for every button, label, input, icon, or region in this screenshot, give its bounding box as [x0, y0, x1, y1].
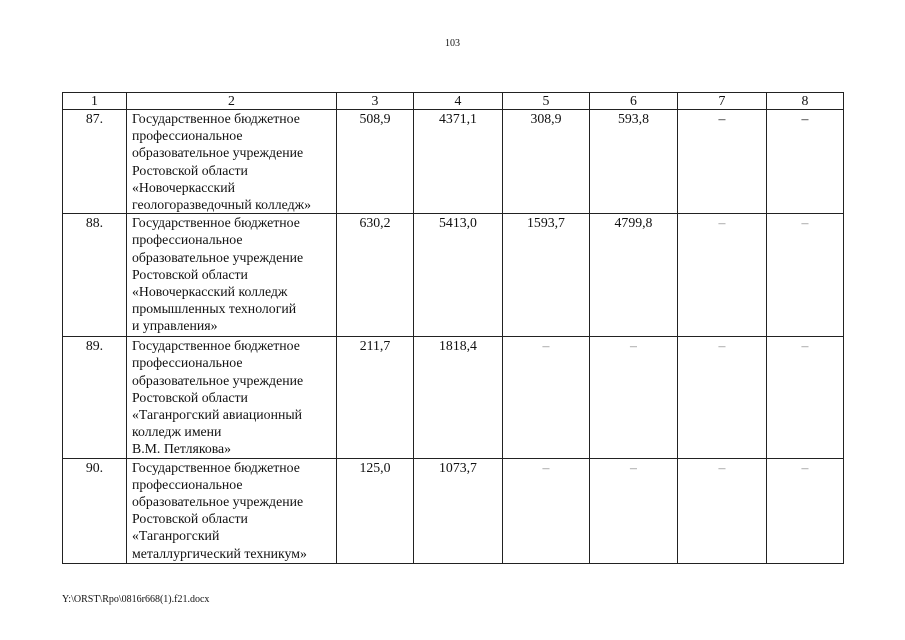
value-col-4: 1818,4: [414, 337, 503, 458]
table-row: [63, 337, 844, 458]
row-number: 87.: [63, 110, 127, 214]
value-col-7: –: [678, 458, 767, 563]
value-col-7: –: [678, 337, 767, 458]
table-row: [63, 458, 844, 563]
value-col-6: 593,8: [590, 110, 678, 214]
value-col-6: 4799,8: [590, 214, 678, 337]
institution-name: Государственное бюджетное профессиональное образовательное учреждение Ростовской области «Таганрогский авиационный колледж имени В.М. Петлякова»: [127, 337, 337, 458]
header-col-6: 6: [590, 93, 678, 110]
institution-name: Государственное бюджетное профессиональное образовательное учреждение Ростовской области «Таганрогский металлургический техникум»: [127, 458, 337, 563]
table-header-row: [63, 93, 844, 110]
institution-name: Государственное бюджетное профессиональное образовательное учреждение Ростовской области «Новочеркасский геологоразведочный колледж»: [127, 110, 337, 214]
value-col-4: 5413,0: [414, 214, 503, 337]
value-col-7: –: [678, 214, 767, 337]
value-col-8: –: [767, 458, 844, 563]
table-row: [63, 110, 844, 214]
row-number: 90.: [63, 458, 127, 563]
row-number: 89.: [63, 337, 127, 458]
header-col-2: 2: [127, 93, 337, 110]
budget-table: [62, 92, 844, 564]
value-col-5: –: [503, 458, 590, 563]
page-number: 103: [445, 38, 460, 49]
header-col-4: 4: [414, 93, 503, 110]
value-col-8: –: [767, 214, 844, 337]
header-col-7: 7: [678, 93, 767, 110]
value-col-5: –: [503, 337, 590, 458]
row-number: 88.: [63, 214, 127, 337]
value-col-4: 4371,1: [414, 110, 503, 214]
value-col-6: –: [590, 458, 678, 563]
value-col-5: 308,9: [503, 110, 590, 214]
header-col-8: 8: [767, 93, 844, 110]
value-col-3: 125,0: [337, 458, 414, 563]
value-col-4: 1073,7: [414, 458, 503, 563]
value-col-6: –: [590, 337, 678, 458]
institution-name: Государственное бюджетное профессиональное образовательное учреждение Ростовской области «Новочеркасский колледж промышленных технологий и управления»: [127, 214, 337, 337]
value-col-7: –: [678, 110, 767, 214]
header-col-5: 5: [503, 93, 590, 110]
header-col-1: 1: [63, 93, 127, 110]
footer-file-path: Y:\ORST\Rpo\0816r668(1).f21.docx: [62, 594, 210, 605]
value-col-8: –: [767, 337, 844, 458]
value-col-3: 211,7: [337, 337, 414, 458]
value-col-3: 630,2: [337, 214, 414, 337]
value-col-5: 1593,7: [503, 214, 590, 337]
table-row: [63, 214, 844, 337]
value-col-8: –: [767, 110, 844, 214]
value-col-3: 508,9: [337, 110, 414, 214]
header-col-3: 3: [337, 93, 414, 110]
